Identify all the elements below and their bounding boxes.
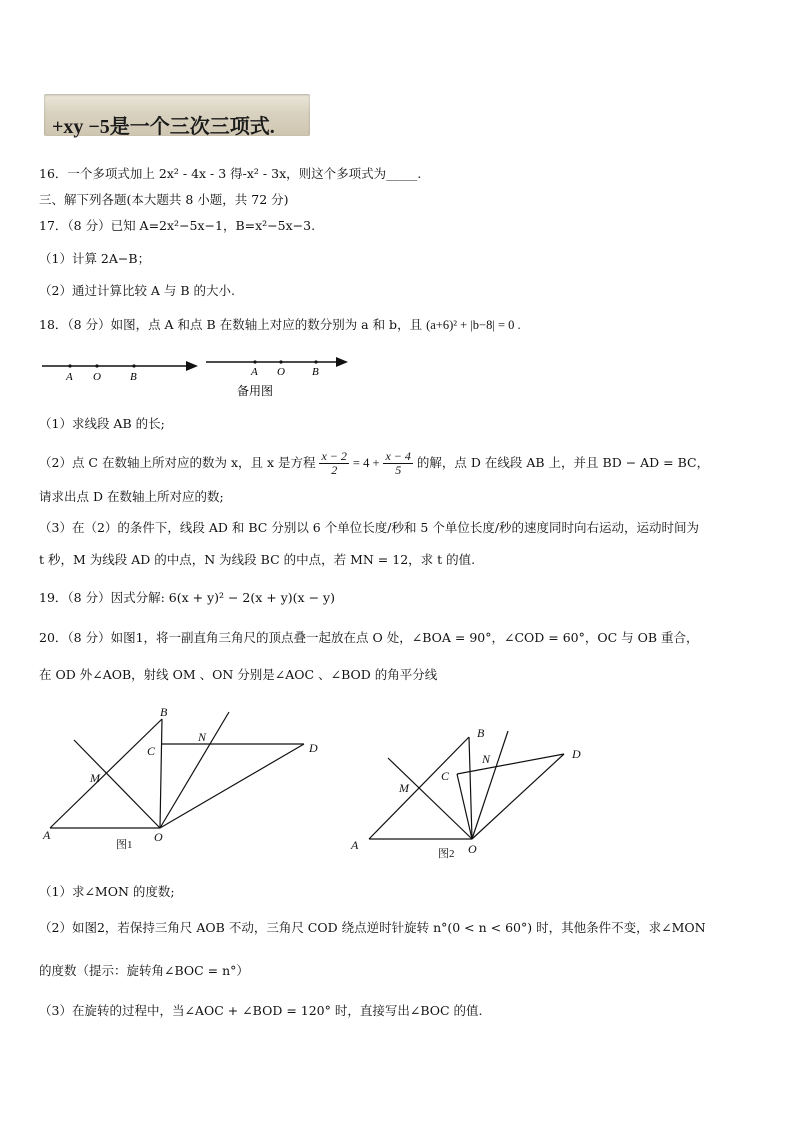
- fig1-caption: 图1: [116, 839, 133, 851]
- equation-left-numerator: x − 2: [321, 449, 347, 463]
- fig2-label-m: M: [399, 781, 409, 795]
- question-18-stem-text: 18．（8 分）如图，点 A 和点 B 在数轴上对应的数分别为 a 和 b，且: [39, 317, 423, 332]
- number-line-backup: [206, 357, 348, 398]
- axis-label-b: B: [130, 371, 137, 383]
- question-20-part2-b: 的度数（提示：旋转角∠BOC = n°）: [39, 963, 249, 978]
- question-18-part2-cont: 请求出点 D 在数轴上所对应的数;: [39, 489, 224, 504]
- fig2-label-o: O: [468, 842, 477, 856]
- fig1-label-a: A: [43, 828, 51, 842]
- equation-right-numerator: x − 4: [385, 449, 411, 463]
- figure-1: [50, 712, 304, 828]
- fig2-label-d: D: [572, 747, 581, 761]
- section-heading: 三、解下列各题(本大题共 8 小题，共 72 分): [39, 192, 289, 207]
- backup-axis-label-b: B: [312, 366, 319, 378]
- axis-label-a: A: [66, 371, 73, 383]
- backup-axis-label-a: A: [251, 366, 258, 378]
- question-17-part1: （1）计算 2A−B；: [39, 251, 151, 266]
- equation-left-fraction: [319, 450, 348, 477]
- fig1-label-o: O: [154, 830, 163, 844]
- equation-middle: = 4 +: [352, 456, 380, 470]
- question-16: 16．一个多项式加上 2x² - 4x - 3 得-x² - 3x，则这个多项式为_____.: [39, 166, 422, 181]
- question-20-part3: （3）在旋转的过程中，当∠AOC + ∠BOD = 120° 时，直接写出∠BOC 的值.: [39, 1003, 483, 1018]
- question-17-stem: 17．（8 分）已知 A=2x²−5x−1，B=x²−5x−3.: [39, 218, 316, 233]
- fig2-caption: 图2: [438, 848, 455, 860]
- fig1-label-d: D: [309, 741, 318, 755]
- question-20-stem-b: 在 OD 外∠AOB，射线 OM 、ON 分别是∠AOC 、∠BOD 的角平分线: [39, 667, 438, 682]
- question-20-part1: （1）求∠MON 的度数;: [39, 884, 175, 899]
- backup-axis-label-o: O: [277, 366, 285, 378]
- fig2-label-c: C: [441, 769, 450, 783]
- question-20-part2-a: （2）如图2，若保持三角尺 AOB 不动，三角尺 COD 绕点逆时针旋转 n°(0 < n < 60°) 时，其他条件不变，求∠MON: [39, 920, 706, 935]
- question-18-part3-a: （3）在（2）的条件下，线段 AD 和 BC 分别以 6 个单位长度/秒和 5 个单位长度/秒的速度同时向右运动，运动时间为: [39, 520, 700, 535]
- axis-label-o: O: [93, 371, 101, 383]
- fig2-label-a: A: [351, 838, 359, 852]
- question-18-part3-b: t 秒，M 为线段 AD 的中点，N 为线段 BC 的中点，若 MN = 12，求 t 的值.: [39, 552, 476, 567]
- fig1-label-b: B: [160, 705, 168, 719]
- figure-2-labels: [350, 726, 581, 860]
- fig1-label-n: N: [198, 730, 207, 744]
- equation-left-denominator: 2: [331, 463, 338, 477]
- question-18-part2-text-a: （2）点 C 在数轴上所对应的数为 x，且 x 是方程: [39, 455, 316, 470]
- question-17-part2: （2）通过计算比较 A 与 B 的大小.: [39, 283, 236, 298]
- number-line-main: [42, 361, 198, 383]
- question-20-stem-a: 20．（8 分）如图1，将一副直角三角尺的顶点叠一起放在点 O 处，∠BOA = 90°，∠COD = 60°，OC 与 OB 重合，: [39, 630, 699, 645]
- fig1-label-c: C: [147, 744, 156, 758]
- question-18-part1: （1）求线段 AB 的长;: [39, 416, 165, 431]
- fig1-label-m: M: [90, 771, 100, 785]
- question-18-part2-text-b: 的解，点 D 在线段 AB 上，并且 BD − AD = BC，: [416, 455, 710, 470]
- equation-right-denominator: 5: [395, 463, 402, 477]
- backup-caption: 备用图: [237, 384, 274, 398]
- banner-text: +xy −5是一个三次三项式.: [52, 116, 275, 138]
- fig2-label-n: N: [482, 752, 491, 766]
- question-19: 19．（8 分）因式分解: 6(x + y)² − 2(x + y)(x − y): [39, 590, 335, 605]
- fig2-label-b: B: [477, 726, 485, 740]
- question-18-condition: (a+6)² + |b−8| = 0 .: [426, 318, 521, 332]
- number-line-figures: [36, 350, 366, 400]
- figure-1-labels: [42, 705, 318, 851]
- question-18-stem: [39, 317, 521, 333]
- angle-figures: [36, 700, 596, 870]
- question-18-part2: [39, 447, 709, 479]
- equation-right-fraction: [383, 450, 412, 477]
